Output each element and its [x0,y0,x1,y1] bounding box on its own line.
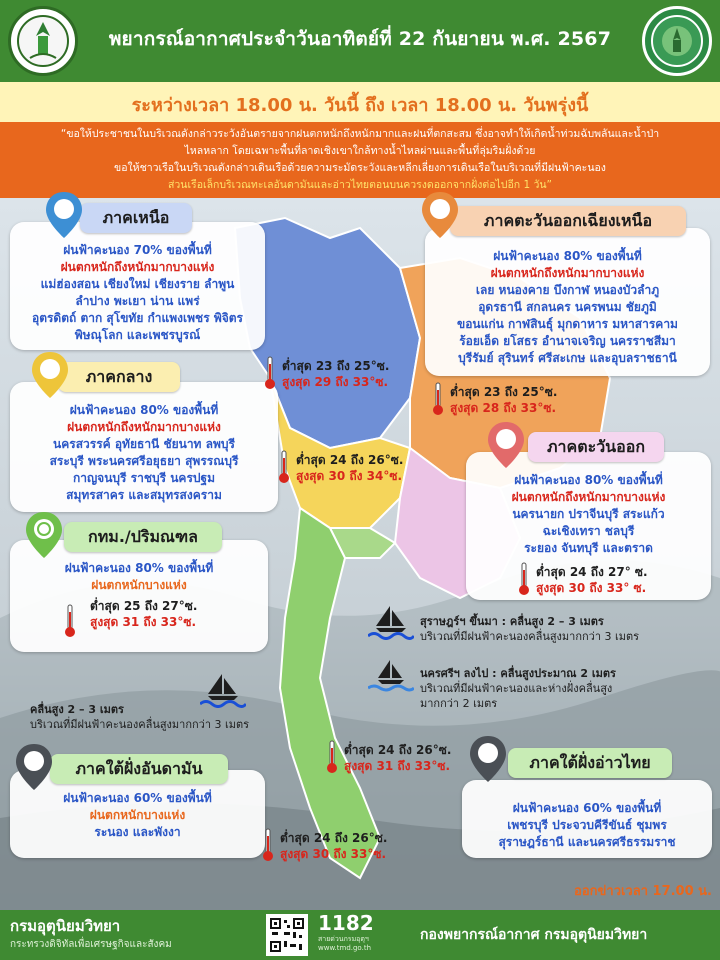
warning-line-4: ส่วนเรือเล็กบริเวณทะเลอันดามันและอ่าวไทยตอนบนควรงดออกจากฝั่งต่อไปอีก 1 วัน” [167,179,552,191]
northeast-temp [450,384,557,416]
east-location-pin-icon [486,420,526,470]
footer-ministry: กระทรวงดิจิทัลเพื่อเศรษฐกิจและสังคม [10,939,172,950]
east-areas-2: ฉะเชิงเทรา ชลบุรี [542,524,635,538]
northeast-areas-4: ร้อยเอ็ด ยโสธร อำนาจเจริญ นครราชสีมา [459,334,676,348]
northeast-areas-1: เลย หนองคาย บึงกาฬ หนองบัวลำภู [475,283,660,297]
north-card [10,222,265,350]
gulf-lower-sea [420,666,616,711]
northeast-temp-low: ต่ำสุด 23 ถึง 25°ซ. [450,385,558,399]
south-gulf-temp [344,742,451,774]
central-areas-1: นครสวรรค์ อุทัยธานี ชัยนาท ลพบุรี [53,437,235,451]
south-andaman-tag: ภาคใต้ฝั่งอันดามัน [50,754,228,784]
bangkok-temp-high: สูงสุด 31 ถึง 33°ซ. [90,615,197,629]
andaman-sea-note: บริเวณที่มีฝนฟ้าคะนองคลื่นสูงมากกว่า 3 เมตร [30,718,250,731]
east-temp-high: สูงสุด 30 ถึง 33° ซ. [536,581,647,595]
bangkok-rain: ฝนฟ้าคะนอง 80% ของพื้นที่ [64,561,214,575]
north-temp-high: สูงสุด 29 ถึง 33°ซ. [282,375,389,389]
andaman-heavy: ฝนตกหนักบางแห่ง [89,808,186,822]
north-temp [282,358,389,390]
northeast-areas-3: ขอนแก่น กาฬสินธุ์ มุกดาหาร มหาสารคาม [457,317,678,331]
qr-code-icon[interactable] [266,914,308,956]
northeast-card [425,228,710,376]
gulf-lower-note-2: มากกว่า 2 เมตร [420,697,498,710]
thermometer-icon [326,740,338,774]
andaman-location-pin-icon [14,742,54,792]
header [0,0,720,82]
thermometer-icon [264,356,276,390]
thermometer-icon [262,828,274,862]
page-title: พยากรณ์อากาศประจำวันอาทิตย์ที่ 22 กันยายน พ.ศ. 2567 [108,28,612,50]
north-areas-4: พิษณุโลก และเพชรบูรณ์ [74,328,201,342]
south-andaman-temp [280,830,387,862]
bangkok-temp-low: ต่ำสุด 25 ถึง 27°ซ. [90,599,198,613]
warning-line-2: ไหลหลาก โดยเฉพาะพื้นที่ลาดเชิงเขาใกล้ทางน้ำไหลผ่านและพื้นที่ลุ่มริมฝั่งด้วย [184,145,536,157]
northeast-tag: ภาคตะวันออกเฉียงเหนือ [450,206,686,236]
thermometer-icon [278,450,290,484]
andaman-areas-1: ระนอง และพังงา [94,825,181,839]
central-temp-high: สูงสุด 30 ถึง 34°ซ. [296,469,403,483]
northeast-rain: ฝนฟ้าคะนอง 80% ของพื้นที่ [493,249,642,263]
central-temp [296,452,403,484]
northeast-areas-5: บุรีรัมย์ สุรินทร์ ศรีสะเกษ และอุบลราชธานี [458,351,677,365]
hotline-label: สายด่วนกรมอุตุฯ [318,935,369,943]
andaman-rain: ฝนฟ้าคะนอง 60% ของพื้นที่ [63,791,212,805]
gulf-areas-2: สุราษฎร์ธานี และนครศรีธรรมราช [498,835,676,849]
south-gulf-card [462,780,712,858]
gulf-temp-low: ต่ำสุด 24 ถึง 26°ซ. [344,743,452,757]
north-location-pin-icon [44,190,84,240]
gulf-upper-note: บริเวณที่มีฝนฟ้าคะนองคลื่นสูงมากกว่า 3 เมตร [420,630,640,643]
east-rain: ฝนฟ้าคะนอง 80% ของพื้นที่ [514,473,663,487]
northeast-heavy: ฝนตกหนักถึงหนักมากบางแห่ง [490,266,645,280]
gulf-rain: ฝนฟ้าคะนอง 60% ของพื้นที่ [512,801,662,815]
thermometer-icon [518,562,530,596]
footer-department: กรมอุตุนิยมวิทยา [10,917,121,935]
north-areas-3: อุตรดิตถ์ ตาก สุโขทัย กำแพงเพชร พิจิตร [31,311,243,325]
northeast-temp-high: สูงสุด 28 ถึง 33°ซ. [450,401,557,415]
central-areas-3: กาญจนบุรี ราชบุรี นครปฐม [72,471,216,485]
warning-line-3: ขอให้ชาวเรือในบริเวณดังกล่าวเดินเรือด้วยความระมัดระวังและหลีกเลี่ยงการเดินเรือในบริเวณที่มีฝนฟ้าคะนอง [114,162,606,174]
thermometer-icon [64,604,76,638]
andaman-sea [30,702,249,732]
map-south-region [280,508,380,878]
hotline-number: 1182 [318,911,374,935]
north-temp-low: ต่ำสุด 23 ถึง 25°ซ. [282,359,390,373]
northeast-location-pin-icon [420,190,460,240]
gulf-areas-1: เพชรบุรี ประจวบคีรีขันธ์ ชุมพร [507,818,667,832]
gulf-lower-title: นครศรีฯ ลงไป : คลื่นสูงประมาณ 2 เมตร [420,667,616,680]
gulf-upper-title: สุราษฎร์ฯ ขึ้นมา : คลื่นสูง 2 – 3 เมตร [420,615,604,628]
central-rain: ฝนฟ้าคะนอง 80% ของพื้นที่ [69,403,219,417]
central-heavy: ฝนตกหนักถึงหนักมากบางแห่ง [67,420,221,434]
bangkok-location-pin-icon [24,510,64,560]
hotline-info [318,935,371,953]
forecast-period: ระหว่างเวลา 18.00 น. วันนี้ ถึง เวลา 18.00 น. วันพรุ่งนี้ [131,95,589,116]
east-heavy: ฝนตกหนักถึงหนักมากบางแห่ง [511,490,666,504]
warning-banner [0,122,720,198]
boat-wave-icon [368,604,414,640]
thermometer-icon [432,382,444,416]
east-areas-1: นครนายก ปราจีนบุรี สระแก้ว [512,507,665,521]
issued-time: ออกข่าวเวลา 17.00 น. [574,884,712,899]
central-card [10,382,278,512]
east-temp [536,564,648,596]
andaman-temp-high: สูงสุด 30 ถึง 33°ซ. [280,847,387,861]
bangkok-temp [90,598,197,630]
north-heavy: ฝนตกหนักถึงหนักมากบางแห่ง [60,260,215,274]
south-gulf-tag: ภาคใต้ฝั่งอ่าวไทย [508,748,672,778]
boat-wave-icon [368,656,414,692]
footer-division: กองพยากรณ์อากาศ กรมอุตุนิยมวิทยา [420,927,648,943]
east-areas-3: ระยอง จันทบุรี และตราด [524,541,653,555]
central-areas-2: สระบุรี พระนครศรีอยุธยา สุพรรณบุรี [49,454,239,468]
north-areas-2: ลำปาง พะเยา น่าน แพร่ [75,294,200,308]
warning-line-1: “ขอให้ประชาชนในบริเวณดังกล่าวระวังอันตรายจากฝนตกหนักถึงหนักมากและฝนที่ตกสะสม ซึ่งอาจทำให้เกิดน้ำท่วมฉับพลันและน้ำป่า [60,128,660,140]
central-temp-low: ต่ำสุด 24 ถึง 26°ซ. [296,453,404,467]
gulf-upper-sea [420,614,639,644]
andaman-temp-low: ต่ำสุด 24 ถึง 26°ซ. [280,831,388,845]
website-link[interactable]: www.tmd.go.th [318,944,371,952]
bangkok-tag: กทม./ปริมณฑล [64,522,222,552]
central-location-pin-icon [30,350,70,400]
north-tag: ภาคเหนือ [80,203,192,233]
east-temp-low: ต่ำสุด 24 ถึง 27° ซ. [536,565,648,579]
north-rain: ฝนฟ้าคะนอง 70% ของพื้นที่ [63,243,212,257]
ministry-seal-icon [8,6,78,76]
east-tag: ภาคตะวันออก [528,432,664,462]
footer [0,910,720,960]
gulf-temp-high: สูงสุด 31 ถึง 33°ซ. [344,759,451,773]
gulf-lower-note-1: บริเวณที่มีฝนฟ้าคะนองและห่างฝั่งคลื่นสูง [420,682,613,695]
central-areas-4: สมุทรสาคร และสมุทรสงคราม [66,488,222,502]
andaman-sea-title: คลื่นสูง 2 – 3 เมตร [30,703,124,716]
north-areas-1: แม่ฮ่องสอน เชียงใหม่ เชียงราย ลำพูน [40,277,235,291]
gulf-location-pin-icon [468,734,508,784]
east-card [466,452,711,600]
bangkok-heavy: ฝนตกหนักบางแห่ง [91,578,187,592]
forecast-period-bar [0,82,720,122]
northeast-areas-2: อุดรธานี สกลนคร นครพนม ชัยภูมิ [478,300,657,314]
tmd-seal-icon [642,6,712,76]
central-tag: ภาคกลาง [58,362,180,392]
